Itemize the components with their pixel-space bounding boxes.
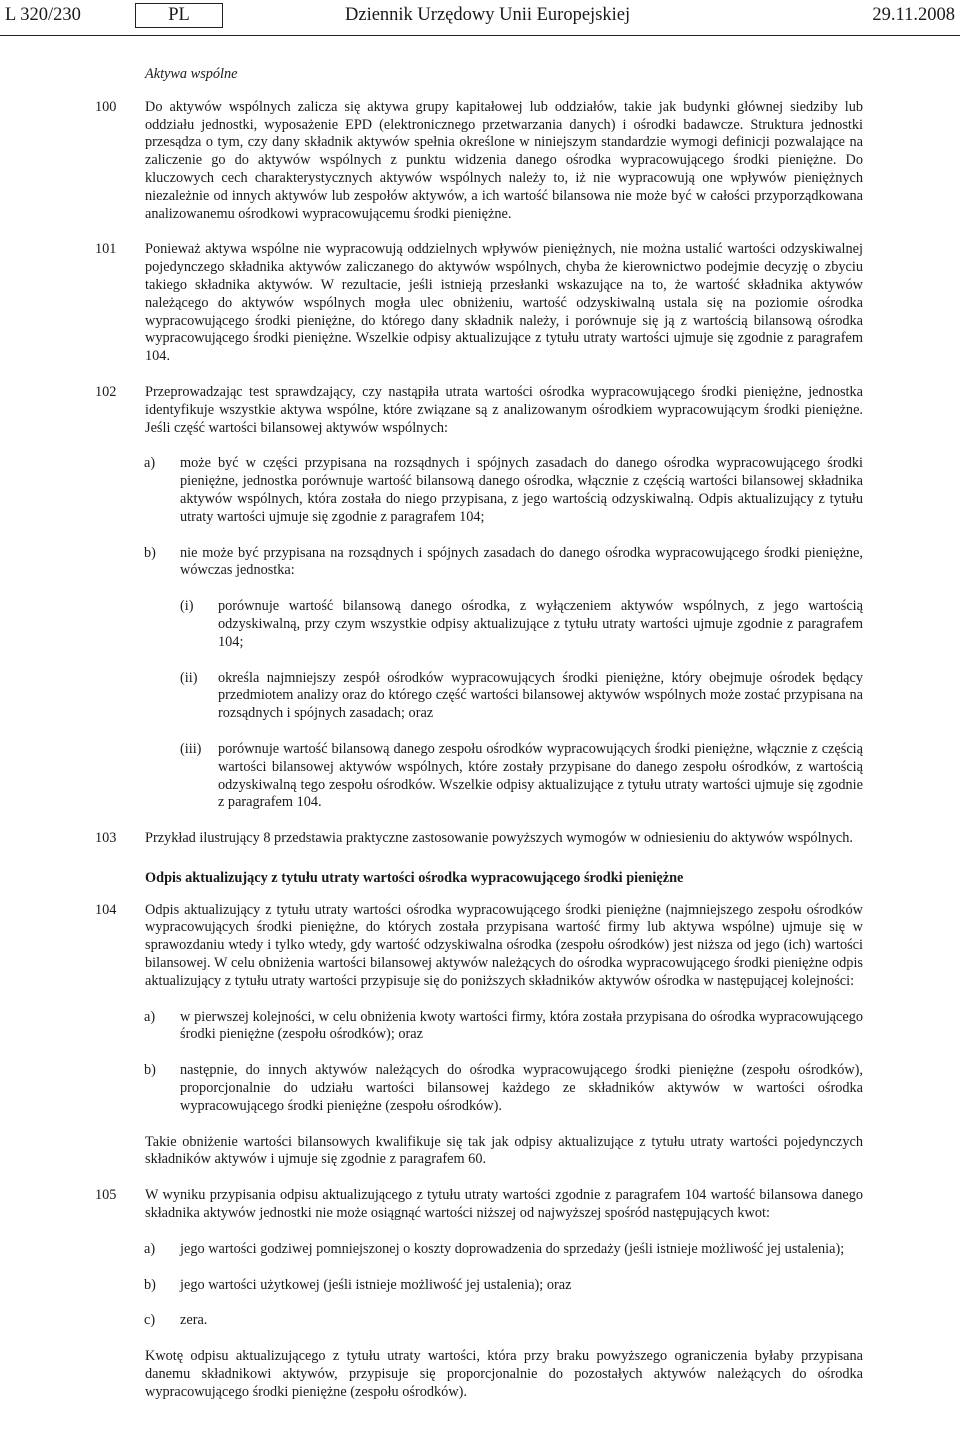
paragraph-number: 105	[95, 1187, 117, 1204]
list-text: jego wartości godziwej pomniejszonej o koszty doprowadzenia do sprzedaży (jeśli istnieje możliwość jej ustalenia);	[180, 1240, 845, 1257]
page-reference: L 320/230	[5, 5, 81, 25]
list-item-102-b-i	[180, 598, 863, 651]
list-item-105-a	[144, 1240, 863, 1259]
list-item-105-c	[144, 1312, 863, 1330]
paragraph-number: 101	[95, 241, 117, 258]
paragraph-text: Do aktywów wspólnych zalicza się aktywa grupy kapitałowej lub oddziałów, takie jak budynki głównej siedziby lub oddziału jednostki, wyposażenie EPD (elektronicznego przetwarzania danych) i ośrodki badawcze. Struktura jednostki przesądza o tym, czy dany składnik aktywów spełnia określone w niniejszym standardzie wymogi definicji pozwalające na zaliczenie go do aktywów wspólnych z punktu widzenia danego ośrodka wypracowującego środki pieniężne. Do kluczowych cech charakterystycznych aktywów wspólnych należy to, iż nie wypracowują one wpływów pieniężnych niezależnie od innych aktywów lub zespołów aktywów, a ich wartość bilansowa nie może być w całości przyporządkowana analizowanemu ośrodkowi wypracowującemu środki pieniężne.	[145, 98, 863, 222]
list-text: porównuje wartość bilansową danego ośrodka, z wyłączeniem aktywów wspólnych, z jego wartością odzyskiwalną, przy czym wszystkie odpisy aktualizujące z tytułu utraty wartości ujmuje zgodnie z paragrafem 104;	[218, 598, 863, 650]
paragraph-103	[0, 830, 960, 848]
list-text: zera.	[180, 1312, 208, 1329]
list-label: c)	[144, 1312, 156, 1329]
list-label: b)	[144, 1062, 156, 1079]
paragraph-100	[0, 99, 960, 224]
list-item-102-b-ii	[180, 669, 863, 723]
list-text: może być w części przypisana na rozsądnych i spójnych zasadach do danego ośrodka wypracowującego środki pieniężne, jednostka porównuje wartość bilansową danego ośrodka, włącznie z częścią wartości bilansowej składnika aktywów wspólnych, która została do niego przypisana, z jego wartością odzyskiwalną. Odpis aktualizujący z tytułu utraty wartości ujmuje się zgodnie z paragrafem 104;	[180, 455, 863, 525]
paragraph-text: W wyniku przypisania odpisu aktualizującego z tytułu utraty wartości zgodnie z paragrafem 104 wartość bilansowa danego składnika aktywów jednostki nie może osiągnąć wartości niższej od najwyższej spośród następujących kwot:	[145, 1187, 863, 1222]
page-header	[0, 0, 960, 40]
paragraph-number: 102	[95, 383, 117, 400]
paragraph-105	[0, 1187, 960, 1223]
section-heading-impairment-loss: Odpis aktualizujący z tytułu utraty wartości ośrodka wypracowującego środki pieniężne	[145, 869, 684, 886]
paragraph-number: 103	[95, 830, 117, 847]
paragraph-text: Ponieważ aktywa wspólne nie wypracowują oddzielnych wpływów pieniężnych, nie można ustalić wartości odzyskiwalnej pojedynczego składnika aktywów zaliczanego do aktywów wspólnych, chyba że kierownictwo podejmie decyzję o zbyciu takiego składnika aktywów. W rezultacie, jeśli istnieją przesłanki wskazujące na to, że wartość składnika aktywów należącego do aktywów wspólnych mogła ulec obniżeniu, wartość odzyskiwalną ustala się na poziomie ośrodka wypracowującego środki pieniężne, do którego dany składnik należy, i porównuje się ją z wartością bilansową ośrodka wypracowującego środki pieniężne. Wszelkie odpisy aktualizujące z tytułu utraty wartości ujmuje się zgodnie z paragrafem 104.	[145, 241, 863, 365]
paragraph-text: Przykład ilustrujący 8 przedstawia praktyczne zastosowanie powyższych wymogów w odniesieniu do aktywów wspólnych.	[145, 830, 853, 847]
list-item-102-a	[144, 455, 863, 526]
publication-date: 29.11.2008	[872, 5, 955, 25]
document-body	[0, 60, 960, 1420]
list-item-105-b	[144, 1276, 863, 1295]
list-text: jego wartości użytkowej (jeśli istnieje możliwość jej ustalenia); oraz	[180, 1276, 572, 1293]
list-text: w pierwszej kolejności, w celu obniżenia kwoty wartości firmy, która została przypisana do ośrodka wypracowującego środki pieniężne (zespołu ośrodków); oraz	[180, 1008, 863, 1043]
list-label: (iii)	[180, 740, 202, 757]
journal-title: Dziennik Urzędowy Unii Europejskiej	[345, 5, 631, 25]
header-divider	[0, 35, 960, 36]
list-label: b)	[144, 544, 156, 561]
section-heading-common-assets: Aktywa wspólne	[145, 66, 238, 82]
list-item-104-b	[144, 1062, 863, 1115]
list-label: a)	[144, 455, 156, 472]
paragraph-104-continuation: Takie obniżenie wartości bilansowych kwalifikuje się tak jak odpisy aktualizujące z tytułu utraty wartości pojedynczych składników aktywów i ujmuje się zgodnie z paragrafem 60.	[145, 1133, 863, 1168]
list-item-104-a	[144, 1008, 863, 1045]
list-label: a)	[144, 1008, 156, 1025]
paragraph-text: Przeprowadzając test sprawdzający, czy nastąpiła utrata wartości ośrodka wypracowującego środki pieniężne, jednostka identyfikuje wszystkie aktywa wspólne, które związane są z analizowanym ośrodkiem wypracowującym środki pieniężne. Jeśli część wartości bilansowej aktywów wspólnych:	[145, 383, 863, 436]
list-text: następnie, do innych aktywów należących do ośrodka wypracowującego środki pieniężne (zespołu ośrodków), proporcjonalnie do udziału wartości bilansowej każdego ze składników aktywów w wartości ośrodka wypracowującego środki pieniężne (zespołu ośrodków).	[180, 1062, 863, 1114]
list-text: porównuje wartość bilansową danego zespołu ośrodków wypracowujących środki pieniężne, włącznie z częścią wartości bilansowej aktywów wspólnych, które zostały przypisane do danego zespołu ośrodków, z wartością odzyskiwalną tego zespołu ośrodków. Wszelkie odpisy aktualizujące z tytułu utraty wartości ujmuje się zgodnie z paragrafem 104.	[218, 740, 863, 811]
paragraph-text: Odpis aktualizujący z tytułu utraty wartości ośrodka wypracowującego środki pieniężne (najmniejszego zespołu ośrodków wypracowujących środki pieniężne, do których została przypisana wartość firmy lub aktywa wspólne) ujmuje się w sprawozdaniu wtedy i tylko wtedy, gdy wartość odzyskiwalna ośrodka (zespołu ośrodków) jest niższa od jego (ich) wartości bilansowej. W celu obniżenia wartości bilansowej aktywów należących do ośrodka wypracowującego środki pieniężne odpis aktualizujący z tytułu utraty wartości przypisuje się do poniższych składników aktywów ośrodka w następującej kolejności:	[145, 901, 863, 989]
paragraph-102	[0, 384, 960, 437]
paragraph-105-continuation: Kwotę odpisu aktualizującego z tytułu utraty wartości, która przy braku powyższego ograniczenia byłaby przypisana danemu składnikowi aktywów, przypisuje się proporcjonalnie do pozostałych aktywów należących do ośrodka wypracowującego środki pieniężne (zespołu ośrodków).	[145, 1348, 863, 1400]
list-text: określa najmniejszy zespół ośrodków wypracowujących środki pieniężne, który obejmuje ośrodek będący przedmiotem analizy oraz do którego część wartości bilansowej aktywów wspólnych może zostać przypisana na rozsądnych i spójnych zasadach; oraz	[218, 669, 863, 722]
paragraph-104	[0, 902, 960, 991]
list-label: a)	[144, 1240, 156, 1257]
list-text: nie może być przypisana na rozsądnych i spójnych zasadach do danego ośrodka wypracowującego środki pieniężne, wówczas jednostka:	[180, 544, 863, 579]
paragraph-101	[0, 241, 960, 366]
list-item-102-b-iii	[180, 740, 863, 812]
language-badge: PL	[135, 3, 223, 28]
list-label: (ii)	[180, 669, 198, 686]
paragraph-number: 100	[95, 98, 117, 115]
list-label: b)	[144, 1276, 156, 1293]
list-item-102-b	[144, 544, 863, 581]
paragraph-number: 104	[95, 901, 117, 918]
list-label: (i)	[180, 598, 194, 615]
